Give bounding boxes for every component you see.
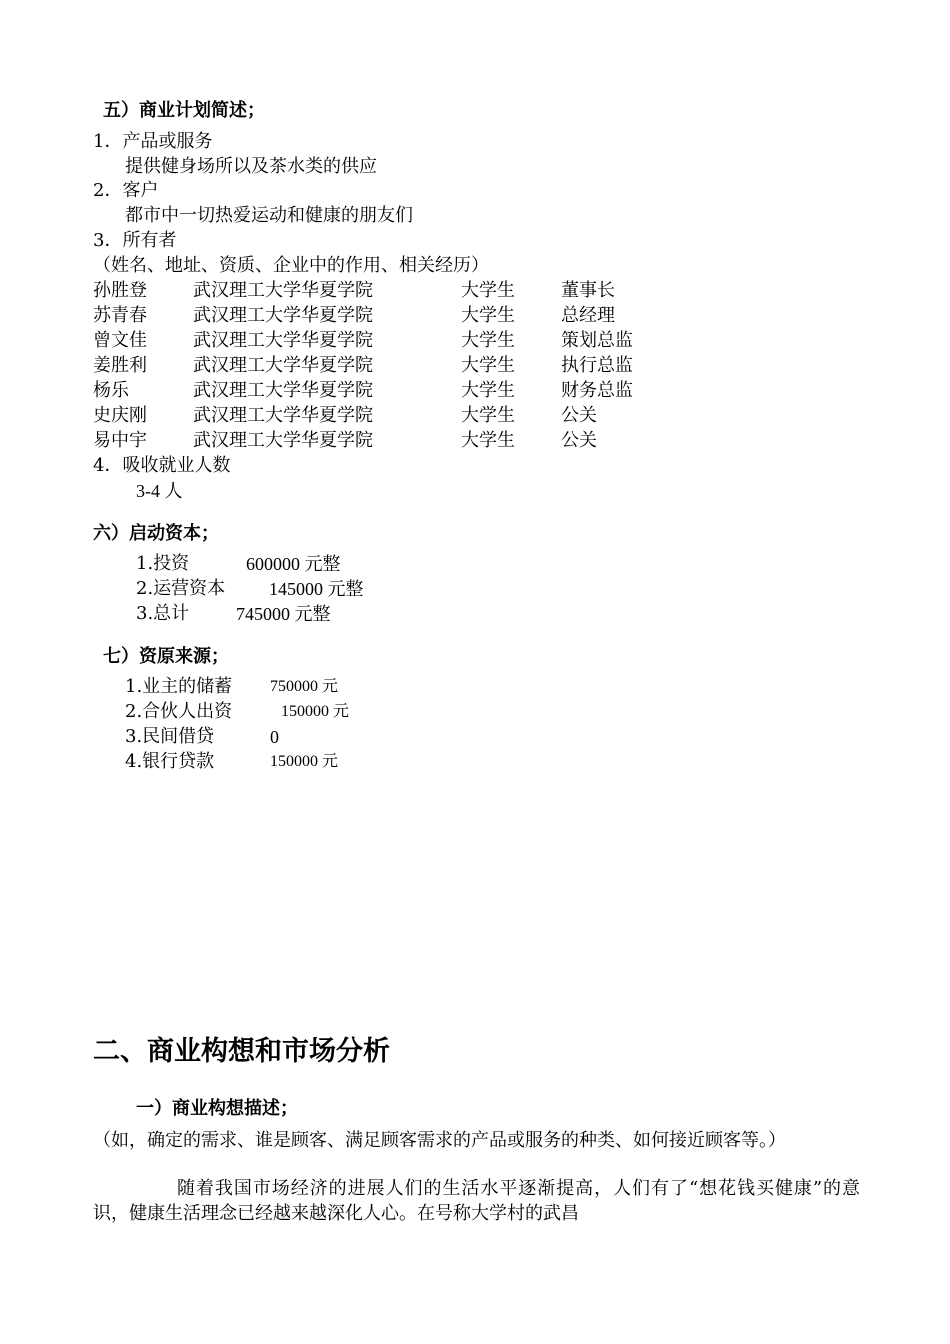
item-products-text: 提供健身场所以及茶水类的供应: [125, 156, 377, 177]
owner-school: 武汉理工大学华夏学院: [193, 430, 373, 451]
item-employment-title: 4．吸收就业人数: [93, 455, 231, 476]
owner-status: 大学生: [461, 280, 515, 301]
owner-school: 武汉理工大学华夏学院: [193, 305, 373, 326]
owner-school: 武汉理工大学华夏学院: [193, 355, 373, 376]
owner-role: 策划总监: [561, 330, 633, 351]
owner-role: 总经理: [561, 305, 615, 326]
owner-school: 武汉理工大学华夏学院: [193, 330, 373, 351]
owner-school: 武汉理工大学华夏学院: [193, 405, 373, 426]
business-concept-note-text: （如，确定的需求、谁是顾客、满足顾客需求的产品或服务的种类、如何接近顾客等。）: [93, 1130, 786, 1151]
owner-name: 杨乐: [93, 380, 129, 401]
item-employment-text: 3-4 人: [136, 481, 183, 501]
funding-value: 750000 元: [270, 678, 339, 695]
section-heading-business-plan: 五）商业计划简述；: [103, 100, 265, 121]
owner-name: 曾文佳: [93, 330, 147, 351]
section-heading-startup-capital: 六）启动资本；: [93, 523, 219, 544]
capital-value: 600000 元整: [246, 554, 341, 574]
owner-role: 董事长: [561, 280, 615, 301]
owner-name: 孙胜登: [93, 280, 147, 301]
section-heading-funding-sources: 七）资原来源；: [103, 646, 229, 667]
funding-label: 2.合伙人出资: [125, 701, 233, 722]
owner-school: 武汉理工大学华夏学院: [193, 380, 373, 401]
funding-label: 3.民间借贷: [125, 726, 215, 747]
item-owners-title: 3．所有者: [93, 230, 177, 251]
owner-school: 武汉理工大学华夏学院: [193, 280, 373, 301]
item-products-title: 1．产品或服务: [93, 131, 213, 152]
owner-name: 史庆刚: [93, 405, 147, 426]
capital-label: 2.运营资本: [136, 578, 226, 599]
owner-status: 大学生: [461, 305, 515, 326]
business-concept-paragraph: 随着我国市场经济的进展人们的生活水平逐渐提高，人们有了“想花钱买健康”的意识，健康生活理念已经越来越深化人心。在号称大学村的武昌: [93, 1178, 860, 1224]
item-customers-title: 2．客户: [93, 180, 159, 201]
owner-status: 大学生: [461, 405, 515, 426]
owner-name: 姜胜利: [93, 355, 147, 376]
owner-status: 大学生: [461, 430, 515, 451]
chapter-title: 二、商业构想和市场分析: [93, 1036, 390, 1067]
item-owners-note: （姓名、地址、资质、企业中的作用、相关经历）: [93, 255, 489, 276]
owner-status: 大学生: [461, 380, 515, 401]
funding-value: 150000 元: [270, 753, 339, 770]
owner-role: 财务总监: [561, 380, 633, 401]
owner-role: 执行总监: [561, 355, 633, 376]
owner-status: 大学生: [461, 330, 515, 351]
owner-name: 易中宇: [93, 430, 147, 451]
owner-role: 公关: [561, 405, 597, 426]
business-concept-note: [93, 1128, 860, 1153]
funding-label: 4.银行贷款: [125, 751, 215, 772]
capital-value: 145000 元整: [269, 579, 364, 599]
owner-role: 公关: [561, 430, 597, 451]
item-customers-text: 都市中一切热爱运动和健康的朋友们: [125, 205, 413, 226]
owner-status: 大学生: [461, 355, 515, 376]
subsection-heading-business-concept: 一）商业构想描述；: [136, 1098, 298, 1119]
capital-label: 3.总计: [136, 603, 190, 624]
owner-name: 苏青春: [93, 305, 147, 326]
capital-label: 1.投资: [136, 553, 190, 574]
funding-value: 0: [270, 727, 279, 747]
capital-value: 745000 元整: [236, 604, 331, 624]
funding-label: 1.业主的储蓄: [125, 676, 233, 697]
funding-value: 150000 元: [281, 703, 350, 720]
